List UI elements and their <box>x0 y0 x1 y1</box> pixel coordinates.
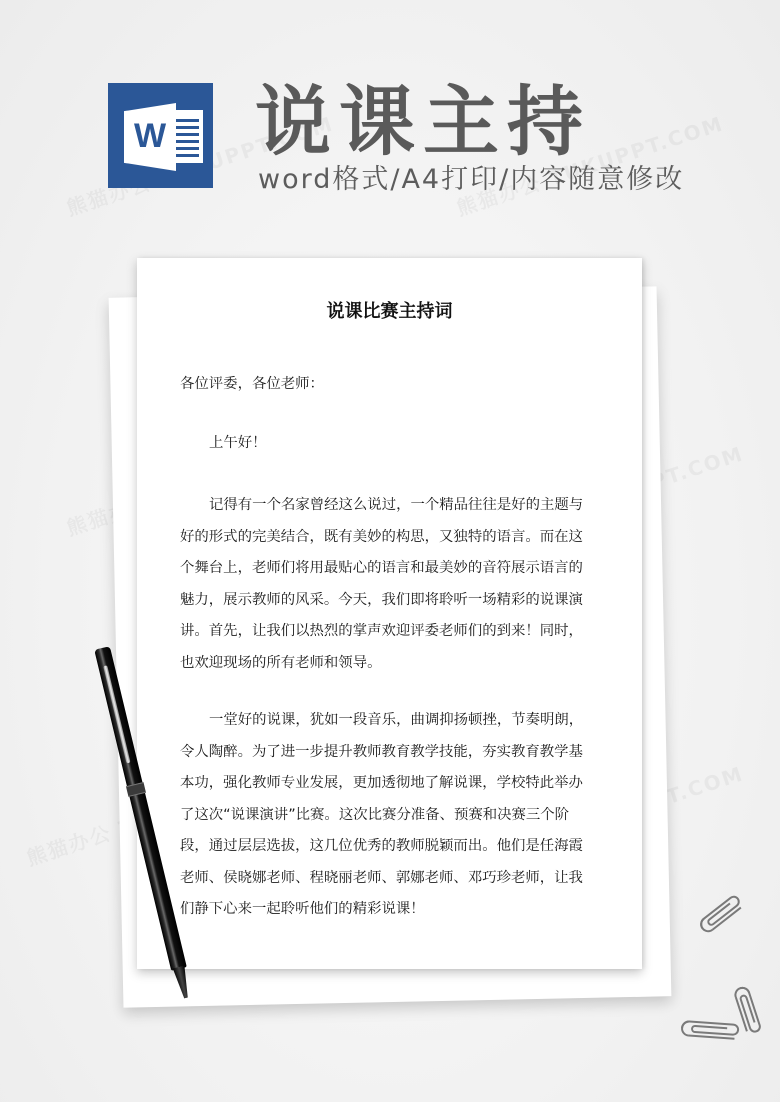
hero-title: 说课主持 <box>255 77 591 166</box>
word-letter: W <box>133 117 167 155</box>
hero-subtitle: word格式/A4打印/内容随意修改 <box>258 164 685 195</box>
paperclip-icon <box>690 890 750 940</box>
document-paragraph: 一堂好的说课，犹如一段音乐，曲调抑扬顿挫，节奏明朗，令人陶醉。为了进一步提升教师教育教学技能，夯实教育教学基本功，强化教师专业发展，更加透彻地了解说课，学校特此举办了这次“说课演讲”比赛。这次比赛分准备、预赛和决赛三个阶段，通过层层选拔，这几位优秀的教师脱颖而出。他们是任海霞老师、侯晓娜老师、程晓丽老师、郭娜老师、邓巧珍老师，让我们静下心来一起聆听他们的精彩说课！ <box>180 712 584 917</box>
paperclip-icon <box>678 1015 742 1045</box>
document-greeting: 上午好！ <box>209 435 267 451</box>
document-paragraph: 记得有一个名家曾经这么说过，一个精品往往是好的主题与好的形式的完美结合，既有美妙的构思，又独特的语言。而在这个舞台上，老师们将用最贴心的语言和最美妙的音符展示语言的魅力，展示教师的风采。今天，我们即将聆听一场精彩的说课演讲。首先，让我们以热烈的掌声欢迎评委老师们的到来！同时，也欢迎现场的所有老师和领导。 <box>180 497 584 671</box>
word-logo-icon <box>108 83 213 188</box>
document-title: 说课比赛主持词 <box>326 301 453 322</box>
document-salutation: 各位评委，各位老师： <box>180 376 324 392</box>
